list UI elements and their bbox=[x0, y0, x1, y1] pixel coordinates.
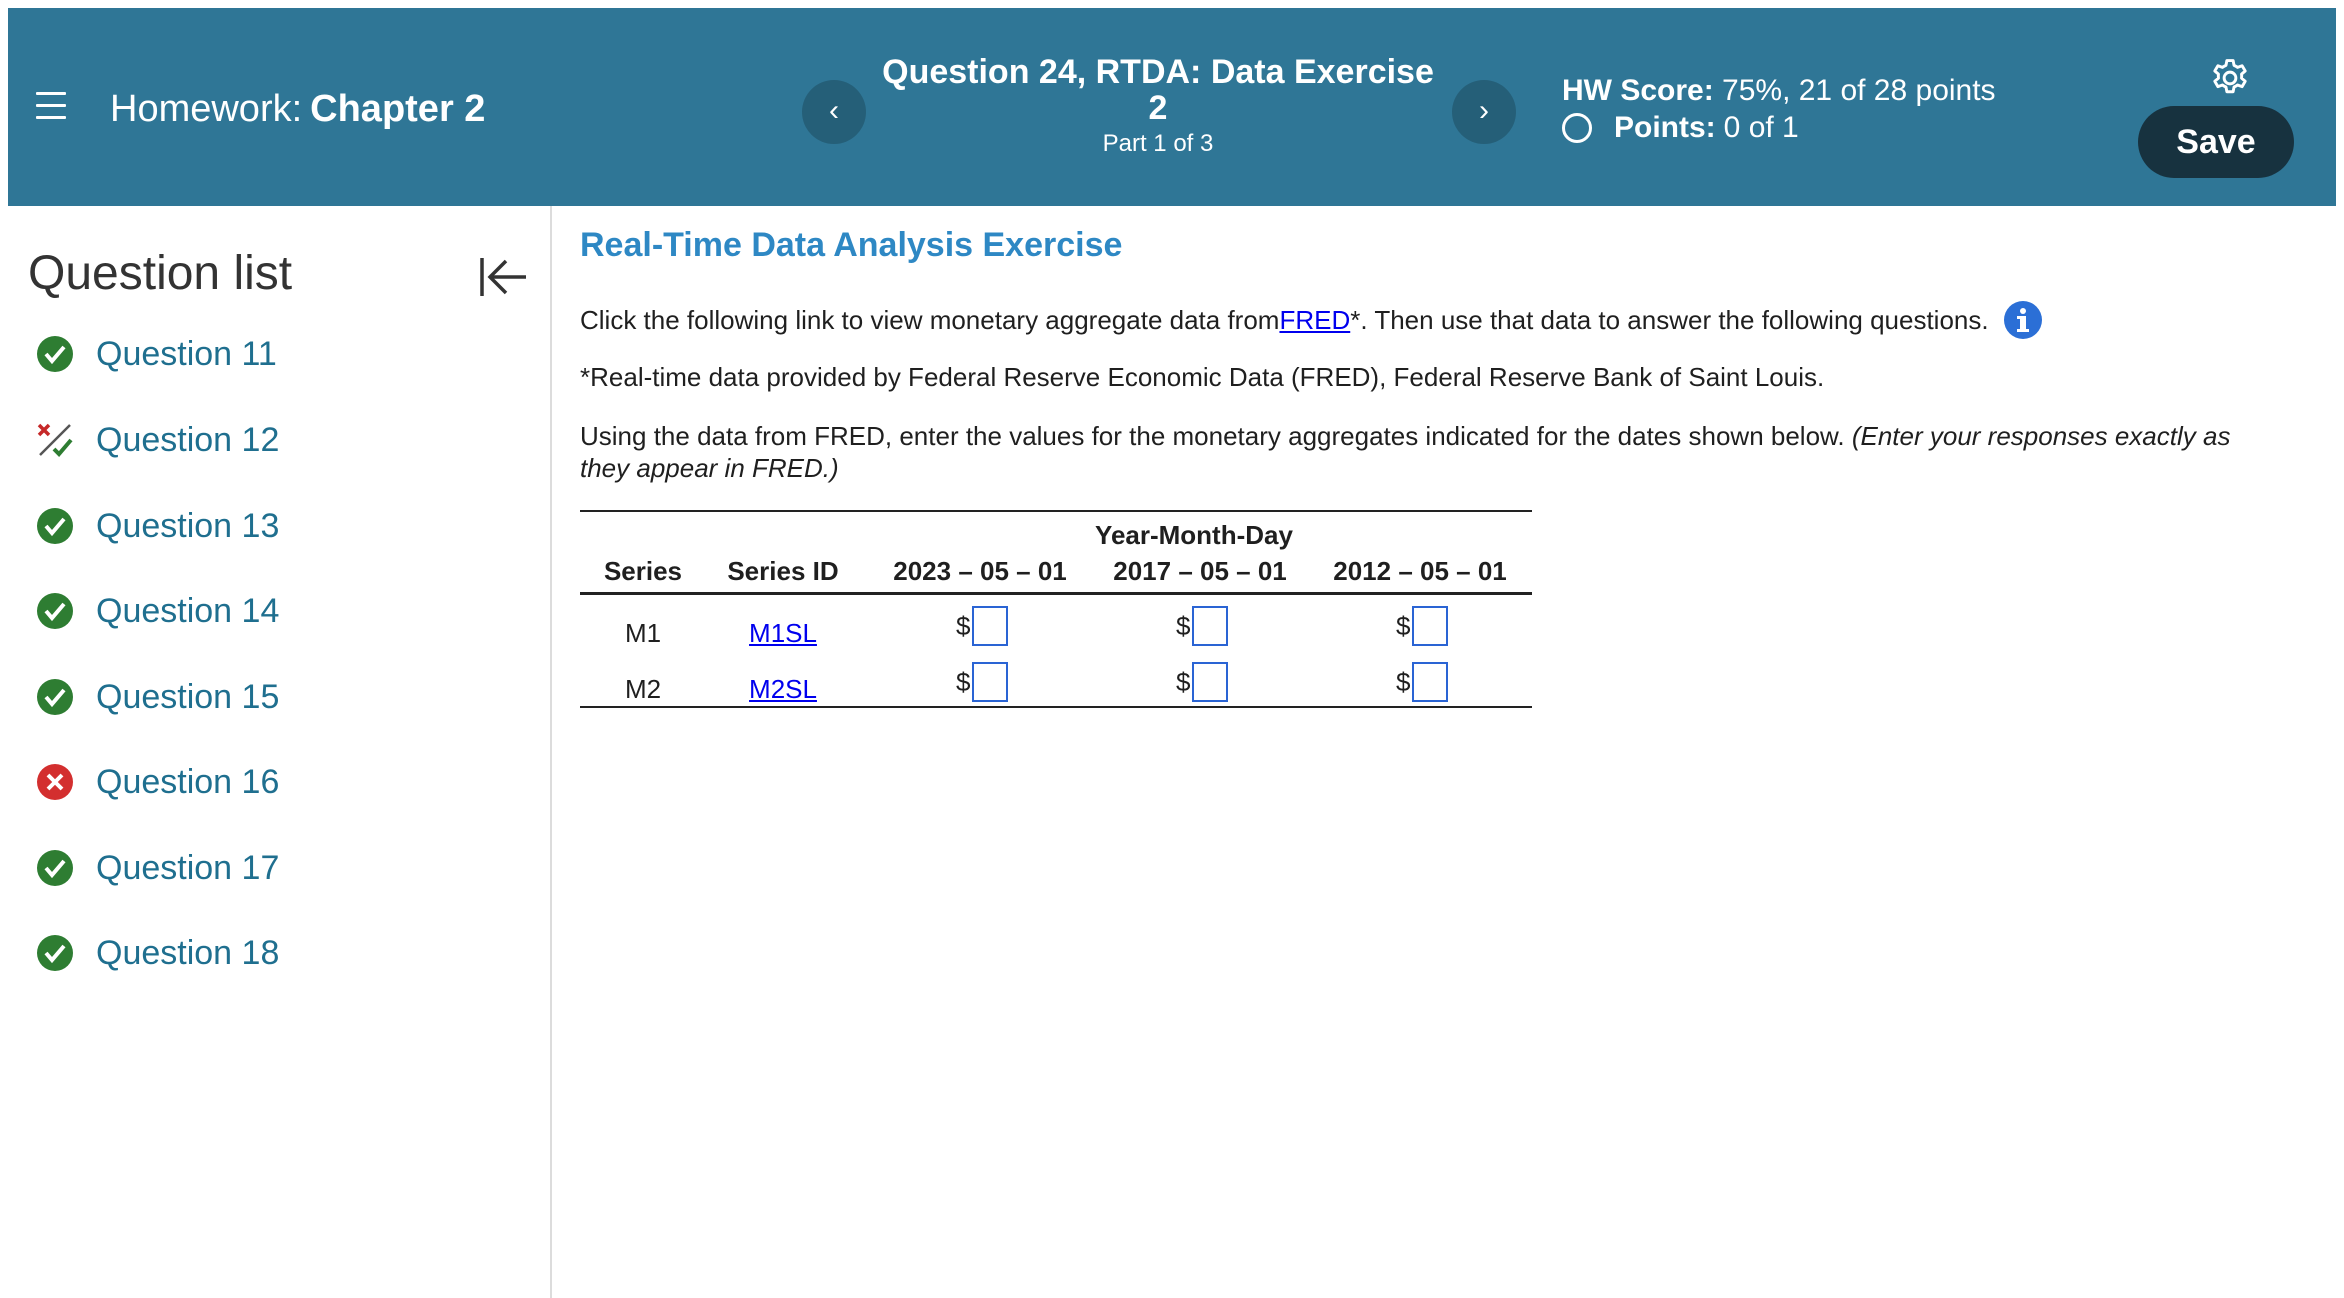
question-item-12[interactable] bbox=[0, 400, 540, 480]
points bbox=[1562, 111, 1799, 145]
points-value: 0 of 1 bbox=[1723, 111, 1799, 144]
m1-2023-input[interactable] bbox=[956, 606, 1008, 646]
question-item-11[interactable] bbox=[0, 326, 540, 394]
currency-symbol: $ bbox=[1396, 666, 1411, 697]
m2-2023-input[interactable] bbox=[956, 662, 1008, 702]
question-list bbox=[0, 326, 540, 1298]
value-input-box[interactable] bbox=[1192, 606, 1228, 646]
question-list-title: Question list bbox=[28, 247, 293, 300]
value-input-box[interactable] bbox=[1192, 662, 1228, 702]
col-header-date-2: 2017 – 05 – 01 bbox=[1113, 556, 1287, 586]
m1-2012-input[interactable] bbox=[1396, 606, 1448, 646]
question-list-panel bbox=[0, 206, 552, 1298]
question-label: Question 12 bbox=[96, 420, 280, 459]
m1-2017-input[interactable] bbox=[1176, 606, 1228, 646]
instruction-text: *. Then use that data to answer the following questions. bbox=[1350, 304, 1989, 335]
hw-score bbox=[1562, 74, 1996, 108]
incorrect-x-icon bbox=[36, 763, 74, 801]
currency-symbol: $ bbox=[956, 666, 971, 697]
hw-score-label: HW Score: bbox=[1562, 74, 1714, 107]
correct-check-icon bbox=[36, 849, 74, 887]
table-top-rule bbox=[580, 510, 1532, 512]
series-id-link-m1sl[interactable]: M1SL bbox=[749, 618, 817, 648]
value-input-box[interactable] bbox=[972, 662, 1008, 702]
series-m1: M1 bbox=[624, 618, 662, 648]
instruction-italic: (Enter your responses exactly as they appear in FRED.) bbox=[580, 421, 2231, 483]
table-bottom-rule bbox=[580, 706, 1532, 708]
menu-icon[interactable] bbox=[36, 92, 66, 120]
question-title: Question 24, RTDA: Data Exercise 2 bbox=[882, 53, 1434, 127]
correct-check-icon bbox=[36, 592, 74, 630]
correct-check-icon bbox=[36, 507, 74, 545]
question-item-17[interactable] bbox=[0, 828, 540, 908]
next-question-button[interactable]: › bbox=[1452, 80, 1516, 144]
question-item-14[interactable] bbox=[0, 571, 540, 651]
exercise-title: Real-Time Data Analysis Exercise bbox=[580, 226, 1123, 264]
homework-chapter: Chapter 2 bbox=[310, 88, 486, 130]
value-input-box[interactable] bbox=[1412, 662, 1448, 702]
question-item-13[interactable] bbox=[0, 486, 540, 566]
question-label: Question 16 bbox=[96, 762, 280, 801]
correct-check-icon bbox=[36, 335, 74, 373]
instruction-enter-values bbox=[580, 420, 2250, 484]
question-label: Question 11 bbox=[96, 334, 277, 373]
group-header: Year-Month-Day bbox=[1095, 520, 1293, 550]
question-label: Question 18 bbox=[96, 933, 280, 972]
fred-link[interactable]: FRED bbox=[1279, 304, 1351, 335]
question-label: Question 17 bbox=[96, 848, 280, 887]
question-item-15[interactable] bbox=[0, 657, 540, 737]
question-label: Question 13 bbox=[96, 506, 280, 545]
currency-symbol: $ bbox=[1176, 666, 1191, 697]
points-label: Points: bbox=[1614, 111, 1716, 144]
question-label: Question 15 bbox=[96, 677, 280, 716]
save-button[interactable]: Save bbox=[2138, 106, 2294, 178]
col-header-date-3: 2012 – 05 – 01 bbox=[1333, 556, 1507, 586]
instruction-text: Click the following link to view monetary aggregate data from bbox=[580, 304, 1280, 335]
correct-check-icon bbox=[36, 678, 74, 716]
m2-2012-input[interactable] bbox=[1396, 662, 1448, 702]
question-item-18[interactable] bbox=[0, 913, 540, 993]
question-part: Part 1 of 3 bbox=[1102, 130, 1214, 157]
instruction-fred-link bbox=[580, 300, 2043, 340]
currency-symbol: $ bbox=[956, 610, 971, 641]
question-label: Question 14 bbox=[96, 591, 280, 630]
table-header-rule bbox=[580, 592, 1532, 595]
points-status-circle-icon bbox=[1562, 113, 1592, 143]
instruction-text: Using the data from FRED, enter the values for the monetary aggregates indicated for the dates shown below. bbox=[580, 421, 1852, 451]
m2-2017-input[interactable] bbox=[1176, 662, 1228, 702]
fred-attribution: *Real-time data provided by Federal Reserve Economic Data (FRED), Federal Reserve Bank of Saint Louis. bbox=[580, 362, 1825, 392]
info-icon[interactable] bbox=[2003, 300, 2043, 340]
homework-label: Homework: bbox=[110, 88, 303, 130]
series-id-link-m2sl[interactable]: M2SL bbox=[749, 674, 817, 704]
partial-credit-icon bbox=[36, 421, 74, 459]
top-bar bbox=[8, 8, 2336, 206]
currency-symbol: $ bbox=[1176, 610, 1191, 641]
col-header-series-id: Series ID bbox=[727, 556, 839, 586]
previous-question-button[interactable]: ‹ bbox=[802, 80, 866, 144]
gear-icon[interactable] bbox=[2208, 56, 2252, 100]
homework-title bbox=[110, 88, 485, 131]
value-input-box[interactable] bbox=[1412, 606, 1448, 646]
collapse-sidebar-icon[interactable] bbox=[474, 252, 530, 302]
col-header-series: Series bbox=[603, 556, 683, 586]
hw-score-value: 75%, 21 of 28 points bbox=[1722, 74, 1996, 107]
currency-symbol: $ bbox=[1396, 610, 1411, 641]
correct-check-icon bbox=[36, 934, 74, 972]
question-item-16[interactable] bbox=[0, 742, 540, 822]
col-header-date-1: 2023 – 05 – 01 bbox=[893, 556, 1067, 586]
series-m2: M2 bbox=[624, 674, 662, 704]
value-input-box[interactable] bbox=[972, 606, 1008, 646]
